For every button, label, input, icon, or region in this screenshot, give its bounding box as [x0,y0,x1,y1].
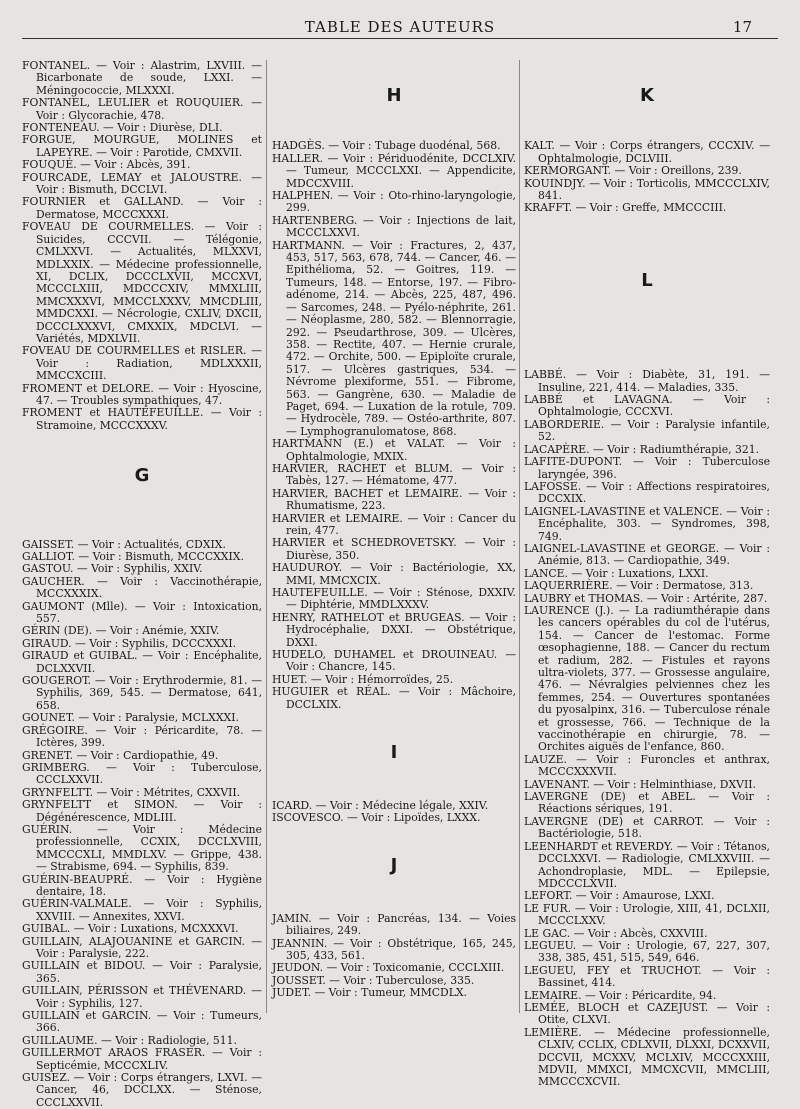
index-entry: LAFITE-DUPONT. — Voir : Tuberculose laryngée, 396. [524,455,770,481]
section-letter-h: H [386,85,402,106]
index-entry: LAIGNEL-LAVASTINE et VALENCE. — Voir : Encéphalite, 303. — Syndromes, 398, 749. [524,504,770,543]
index-entry: KRAFFT. — Voir : Greffe, MMCCCIII. [524,201,727,215]
index-entry: LE GAC. — Voir : Abcès, CXXVIII. [524,926,708,940]
index-entry: GOUGEROT. — Voir : Erythrodermie, 81. — Syphilis, 369, 545. — Dermatose, 641, 658. [22,674,262,712]
index-entry: FOURCADE, LEMAY et JALOUSTRE. — Voir : Bismuth, DCCLVI. [22,170,262,197]
page-number: 17 [732,18,752,36]
entries-j [272,913,516,1000]
page-header [0,0,800,40]
index-entry: KOUINDJY. — Voir : Torticolis, MMCCCLXIV, 841. [524,176,770,203]
index-entry: LEGUEU, FEY et TRUCHOT. — Voir : Bassinet, 414. [524,963,770,990]
index-entry: FOURNIER et GALLAND. — Voir : Dermatose, MCCCXXXI. [22,195,262,221]
index-entry: LAFOSSE. — Voir : Affections respiratoires, DCCXIX. [524,479,770,506]
index-entry: LAUBRY et THOMAS. — Voir : Artérite, 287. [524,591,768,605]
index-entry: HARVIER, RACHET et BLUM. — Voir : Tabès, 127. — Hématome, 477. [272,461,516,488]
index-entry: FOVEAU DE COURMELLES. — Voir : Suicides, CCCVII. — Télégonie, CMLXXVI. — Actualités, MLXXVI, MDLXXIX. — Médecine professionnelle, XI, DCLIX, DCCCLXVII, MCCXVI, MCCCLXIII, MDCCCXIV, MMXLIII, MMCXXXVI, MMCCLXXXV, MMCDLIII, MMDCXXI. — Nécrologie, CXLIV, DXCII, DCCCLXXXVI, CMXXIX, MDCLVI. — Variétés, MDXLVII. [22,220,262,345]
entries-f [22,60,262,432]
index-entry: GRENET. — Voir : Cardiopathie, 49. [22,748,219,762]
index-entry: HARVIER, BACHET et LEMAIRE. — Voir : Rhumatisme, 223. [272,486,516,513]
entries-h [272,140,516,711]
index-entry: FONTENEAU. — Voir : Diurèse, DLI. [22,121,223,135]
index-entry: GUISEZ. — Voir : Corps étrangers, LXVI. — Cancer, 46, DCCLXX. — Sténose, CCCLXXVII. [22,1071,262,1109]
index-entry: LEGUEU. — Voir : Urologie, 67, 227, 307, 338, 385, 451, 515, 549, 646. [524,938,770,965]
index-entry: LEFORT. — Voir : Amaurose, LXXI. [524,889,715,903]
index-entry: GUILLERMOT ARAOS FRASER. — Voir : Septicémie, MCCCXLIV. [22,1046,262,1072]
section-letter-i: I [390,742,398,764]
index-entry: GUÉRIN-BEAUPRÉ. — Voir : Hygiène dentaire, 18. [22,872,262,898]
index-entry: FONTANEL, LEULIER et ROUQUIER. — Voir : Glycorachie, 478. [22,96,262,122]
index-entry: GUILLAIN et BIDOU. — Voir : Paralysie, 365. [22,959,262,985]
index-entry: GASTOU. — Voir : Syphilis, XXIV. [22,562,203,576]
entries-i [272,800,516,825]
column-divider [519,60,520,1013]
index-entry: HARTMANN. — Voir : Fractures, 2, 437, 453, 517, 563, 678, 744. — Cancer, 46. — Epithélioma, 52. — Goitres, 119. — Tumeurs, 148. — Entorse, 197. — Fibro-adénome, 214. — Abcès, 225, 487, 496. — Sarcomes, 248. — Pyélo-néphrite, 261. — Néoplasme, 280, 582. — Blennorragie, 292. — Pseudarthrose, 309. — Ulcères, 358. — Rectite, 407. — Hernie crurale, 472. — Orchite, 500. — Epiploïte crurale, 517. — Ulcères gastriques, 534. — Névrome plexiforme, 551. — Fibrome, 563. — Gangrène, 630. — Maladie de Paget, 694. — Luxation de la rotule, 709. — Hydrocèle, 789. — Ostéo-arthrite, 807. — Lymphogranulomatose, 868. [272,238,516,438]
index-entry: HALLER. — Voir : Périduodénite, DCCLXIV. — Tumeur, MCCCLXXI. — Appendicite, MDCCXVIII. [272,151,516,190]
index-entry: HUGUIER et RÉAL. — Voir : Mâchoire, DCCLXIX. [272,685,516,711]
index-entry: LAUZE. — Voir : Furoncles et anthrax, MCCCXXXVII. [524,752,770,779]
index-entry: GRÉGOIRE. — Voir : Péricardite, 78. — Ictères, 399. [22,723,262,750]
section-letter-k: K [640,85,654,106]
index-entry: HAUDUROY. — Voir : Bactériologie, XX, MMI, MMCXCIX. [272,561,516,587]
index-entry: GRYNFELTT. — Voir : Métrites, CXXVII. [22,785,241,799]
index-entry: HAUTEFEUILLE. — Voir : Sténose, DXXIV. — Diphtérie, MMDLXXXV. [272,586,516,612]
index-entry: JAMIN. — Voir : Pancréas, 134. — Voies biliaires, 249. [272,911,516,938]
index-entry: JOUSSET. — Voir : Tuberculose, 335. [272,973,475,987]
section-letter-j: J [390,855,398,877]
entries-k [524,140,770,214]
index-entry: HUET. — Voir : Hémorroïdes, 25. [272,672,454,686]
index-entry: FROMENT et DELORE. — Voir : Hyoscine, 47. — Troubles sympathiques, 47. [22,381,262,407]
index-entry: ISCOVESCO. — Voir : Lipoïdes, LXXX. [272,810,481,824]
index-entry: JEANNIN. — Voir : Obstétrique, 165, 245, 305, 433, 561. [272,936,516,962]
index-entry: HARTENBERG. — Voir : Injections de lait, MCCCLXXVI. [272,213,516,240]
index-entry: FONTANEL. — Voir : Alastrim, LXVIII. — Bicarbonate de soude, LXXI. — Méningococcie, MLXXXI. [22,59,262,97]
section-letter-l: L [641,269,653,291]
index-entry: FOUQUÉ. — Voir : Abcès, 391. [22,158,191,172]
index-entry: GAUMONT (Mlle). — Voir : Intoxication, 557. [22,599,262,626]
column-3 [524,60,771,1089]
index-entry: GIRAUD. — Voir : Syphilis, DCCCXXXI. [22,636,237,650]
index-entry: LANCE. — Voir : Luxations, LXXI. [524,566,709,580]
index-entry: GALLIOT. — Voir : Bismuth, MCCCXXIX. [22,550,244,563]
index-entry: LABBÉ et LAVAGNA. — Voir : Ophtalmologie, CCCXVI. [524,393,770,419]
index-entry: LEENHARDT et REVERDY. — Voir : Tétanos, DCCLXXVI. — Radiologie, CMLXXVIII. — Achondroplasie, MDL. — Epilepsie, MDCCCLXVII. [524,839,770,890]
index-entry: GAISSET. — Voir : Actualités, CDXIX. [22,537,226,551]
index-entry: LABORDERIE. — Voir : Paralysie infantile, 52. [524,417,770,444]
column-2 [272,60,516,1047]
page-title: TABLE DES AUTEURS [304,18,496,36]
index-entry: GUILLAIN, PÉRISSON et THÉVENARD. — Voir : Syphilis, 127. [22,984,262,1010]
index-entry: LEMIÈRE. — Médecine professionnelle, CLXIV, CCLIX, CDLXVII, DLXXI, DCXXVII, DCCVII, MCXXV, MCLXIV, MCCCXXIII, MDVII, MMXCI, MMCXCVII, MMCLIII, MMCCCXCVII. [524,1025,771,1089]
column-1 [22,59,262,1109]
index-entry: LAVERGNE (DE) et CARROT. — Voir : Bactériologie, 518. [524,814,770,841]
index-entry: KERMORGANT. — Voir : Oreillons, 239. [524,164,742,178]
entries-g [22,539,262,1109]
index-entry: LEMAIRE. — Voir : Péricardite, 94. [524,988,717,1002]
index-entry: LEMÉE, BLOCH et CAZEJUST. — Voir : Otite, CLXVI. [524,1000,770,1027]
index-entry: JUDET. — Voir : Tumeur, MMCDLX. [272,986,467,1000]
index-entry: GUÉRIN-VALMALE. — Voir : Syphilis, XXVIII. — Annexites, XXVI. [22,897,262,923]
index-entry: LAURENCE (J.). — La radiumthérapie dans les cancers opérables du col de l'utérus, 154. — Cancer de l'estomac. Forme œsophagienne, 188. — Cancer du rectum et radium, 282. — Fistules et rayons ultra-violets, 377. — Grossesse angulaire, 476. — Névralgies pelviennes chez les femmes, 254. — Ouvertures spontanées du pyosalpinx, 316. — Tuberculose rénale et grossesse, 766. — Technique de la vaccinothérapie en chirurgie, 78. — Orchites aiguës de l'enfance, 860. [524,603,770,754]
index-entry: LACAPÈRE. — Voir : Radiumthérapie, 321. [524,442,760,456]
index-entry: LABBÉ. — Voir : Diabète, 31, 191. — Insuline, 221, 414. — Maladies, 335. [524,368,770,394]
index-entry: GIRAUD et GUIBAL. — Voir : Encéphalite, DCLXXVII. [22,649,262,675]
index-entry: HARVIER et LEMAIRE. — Voir : Cancer du rein, 477. [272,511,516,537]
index-entry: GUIBAL. — Voir : Luxations, MCXXXVI. [22,922,239,936]
index-entry: LAQUERRIÈRE. — Voir : Dermatose, 313. [524,579,754,593]
index-entry: ICARD. — Voir : Médecine légale, XXIV. [272,798,489,812]
index-entry: GUILLAUME. — Voir : Radiologie, 511. [22,1033,237,1047]
index-entry: GÉRIN (DE). — Voir : Anémie, XXIV. [22,624,220,638]
index-entry: LAIGNEL-LAVASTINE et GEORGE. — Voir : Anémie, 813. — Cardiopathie, 349. [524,541,770,568]
index-entry: GRYNFELTT et SIMON. — Voir : Dégénérescence, MDLIII. [22,798,262,824]
index-entry: GOUNET. — Voir : Paralysie, MCLXXXI. [22,711,239,725]
entries-l [524,369,770,1089]
index-entry: LE FUR. — Voir : Urologie, XIII, 41, DCLXII, MCCCLXXV. [524,901,770,928]
index-entry: HADGÈS. — Voir : Tubage duodénal, 568. [272,139,501,153]
index-entry: HALPHEN. — Voir : Oto-rhino-laryngologie, 299. [272,189,516,215]
index-entry: FOVEAU DE COURMELLES et RISLER. — Voir : Radiation, MDLXXXII, MMCCXCIII. [22,344,262,383]
index-entry: GUÉRIN. — Voir : Médecine professionnelle, CCXIX, DCCLXVIII, MMCCCXLI, MMDLXV. — Grippe, 438. — Strabisme, 694. — Syphilis, 839. [22,822,262,874]
section-letter-g: G [134,465,150,487]
index-entry: LAVENANT. — Voir : Helminthiase, DXVII. [524,777,756,791]
header-rule [22,38,778,39]
index-entry: HARTMANN (E.) et VALAT. — Voir : Ophtalmologie, MXIX. [272,437,516,463]
index-entry: GRIMBERG. — Voir : Tuberculose, CCCLXXVII. [22,760,262,787]
index-entry: GUILLAIN, ALAJOUANINE et GARCIN. — Voir : Paralysie, 222. [22,934,262,960]
index-entry: KALT. — Voir : Corps étrangers, CCCXIV. — Ophtalmologie, DCLVIII. [524,139,770,165]
index-entry: HENRY, RATHELOT et BRUGEAS. — Voir : Hydrocéphalie, DXXI. — Obstétrique, DXXI. [272,610,516,649]
index-entry: HARVIER et SCHEDROVETSKY. — Voir : Diurèse, 350. [272,536,516,562]
index-entry: FROMENT et HAUTEFEUILLE. — Voir : Stramoine, MCCCXXXV. [22,406,262,432]
index-entry: HUDELO, DUHAMEL et DROUINEAU. — Voir : Chancre, 145. [272,648,516,674]
index-entry: GAUCHER. — Voir : Vaccinothérapie, MCCXXXIX. [22,574,262,601]
index-entry: GUILLAIN et GARCIN. — Voir : Tumeurs, 366. [22,1009,262,1035]
index-entry: JEUDON. — Voir : Toxicomanie, CCCLXIII. [272,961,505,975]
index-entry: LAVERGNE (DE) et ABEL. — Voir : Réactions sériques, 191. [524,790,770,816]
column-divider [266,60,267,1013]
index-entry: FORGUE, MOURGUE, MOLINES et LAPEYRE. — Voir : Parotide, CMXVII. [22,133,262,159]
